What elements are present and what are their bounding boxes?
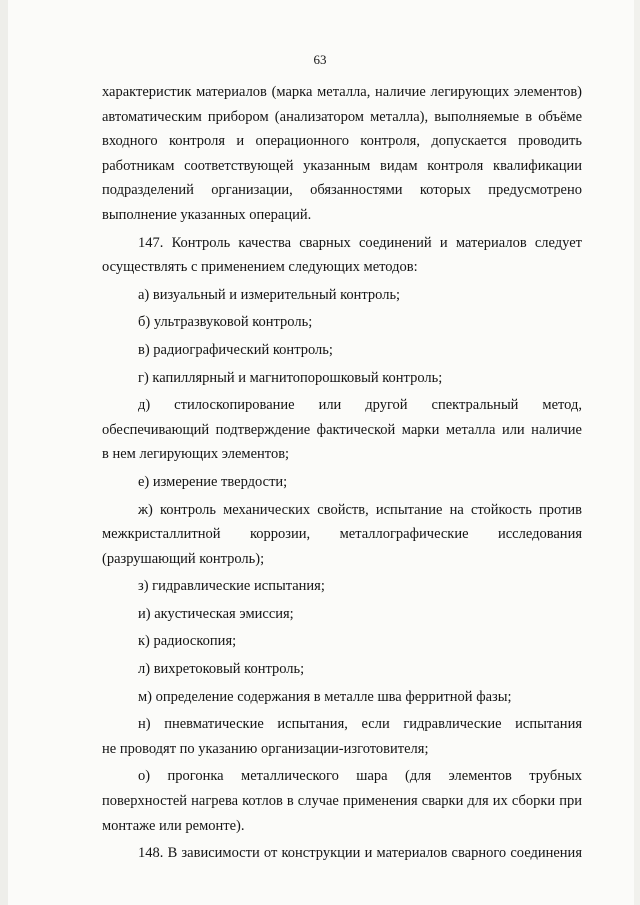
page-number: 63	[313, 52, 327, 67]
text-line: обеспечивающий подтверждение фактической марки металла или наличие	[102, 421, 582, 438]
text-line: характеристик материалов (марка металла, наличие легирующих элементов)	[102, 84, 582, 100]
text-line: (разрушающий контроль);	[102, 550, 265, 567]
text-line: межкристаллитной коррозии, металлографические исследования	[102, 526, 582, 543]
list-item: л) вихретоковый контроль;	[138, 661, 305, 678]
list-item: з) гидравлические испытания;	[138, 578, 325, 595]
list-item: и) акустическая эмиссия;	[138, 605, 294, 622]
text-line: работникам соответствующей указанным видам контроля квалификации	[102, 157, 582, 174]
text-line: входного контроля и операционного контроля, допускается проводить	[102, 133, 582, 150]
text-line: выполнение указанных операций.	[102, 206, 312, 223]
paragraph-147	[102, 231, 582, 280]
methods-list	[102, 283, 582, 838]
text-line: подразделений организации, обязанностями которых предусмотрено	[102, 182, 582, 199]
document-body	[102, 80, 582, 866]
paragraph-148	[102, 841, 582, 866]
text-line: в нем легирующих элементов;	[102, 446, 290, 463]
list-item: к) радиоскопия;	[138, 633, 237, 650]
list-item: г) капиллярный и магнитопорошковый контроль;	[138, 369, 443, 386]
text-line: автоматическим прибором (анализатором металла), выполняемые в объёме	[102, 108, 582, 125]
scan-edge-left	[0, 0, 8, 905]
text-line: осуществлять с применением следующих методов:	[102, 259, 418, 276]
text-line: монтаже или ремонте).	[102, 817, 245, 834]
list-item: в) радиографический контроль;	[138, 341, 333, 358]
scan-edge-right	[634, 0, 640, 905]
text-line: 148. В зависимости от конструкции и материалов сварного соединения	[138, 845, 582, 862]
list-item: н) пневматические испытания, если гидравлические испытания	[138, 716, 582, 733]
list-item: м) определение содержания в металле шва ферритной фазы;	[138, 688, 512, 705]
text-line: поверхностей нагрева котлов в случае применения сварки для их сборки при	[102, 793, 582, 810]
list-item: е) измерение твердости;	[138, 473, 288, 490]
list-item: б) ультразвуковой контроль;	[138, 314, 313, 331]
list-item: о) прогонка металлического шара (для элементов трубных	[138, 768, 582, 785]
list-item: ж) контроль механических свойств, испытание на стойкость против	[138, 501, 582, 518]
text-line: 147. Контроль качества сварных соединений и материалов следует	[138, 234, 582, 251]
paragraph-continuation	[102, 80, 582, 228]
text-line: не проводят по указанию организации-изготовителя;	[102, 740, 429, 757]
list-item: д) стилоскопирование или другой спектральный метод,	[138, 397, 582, 414]
list-item: а) визуальный и измерительный контроль;	[138, 286, 401, 303]
